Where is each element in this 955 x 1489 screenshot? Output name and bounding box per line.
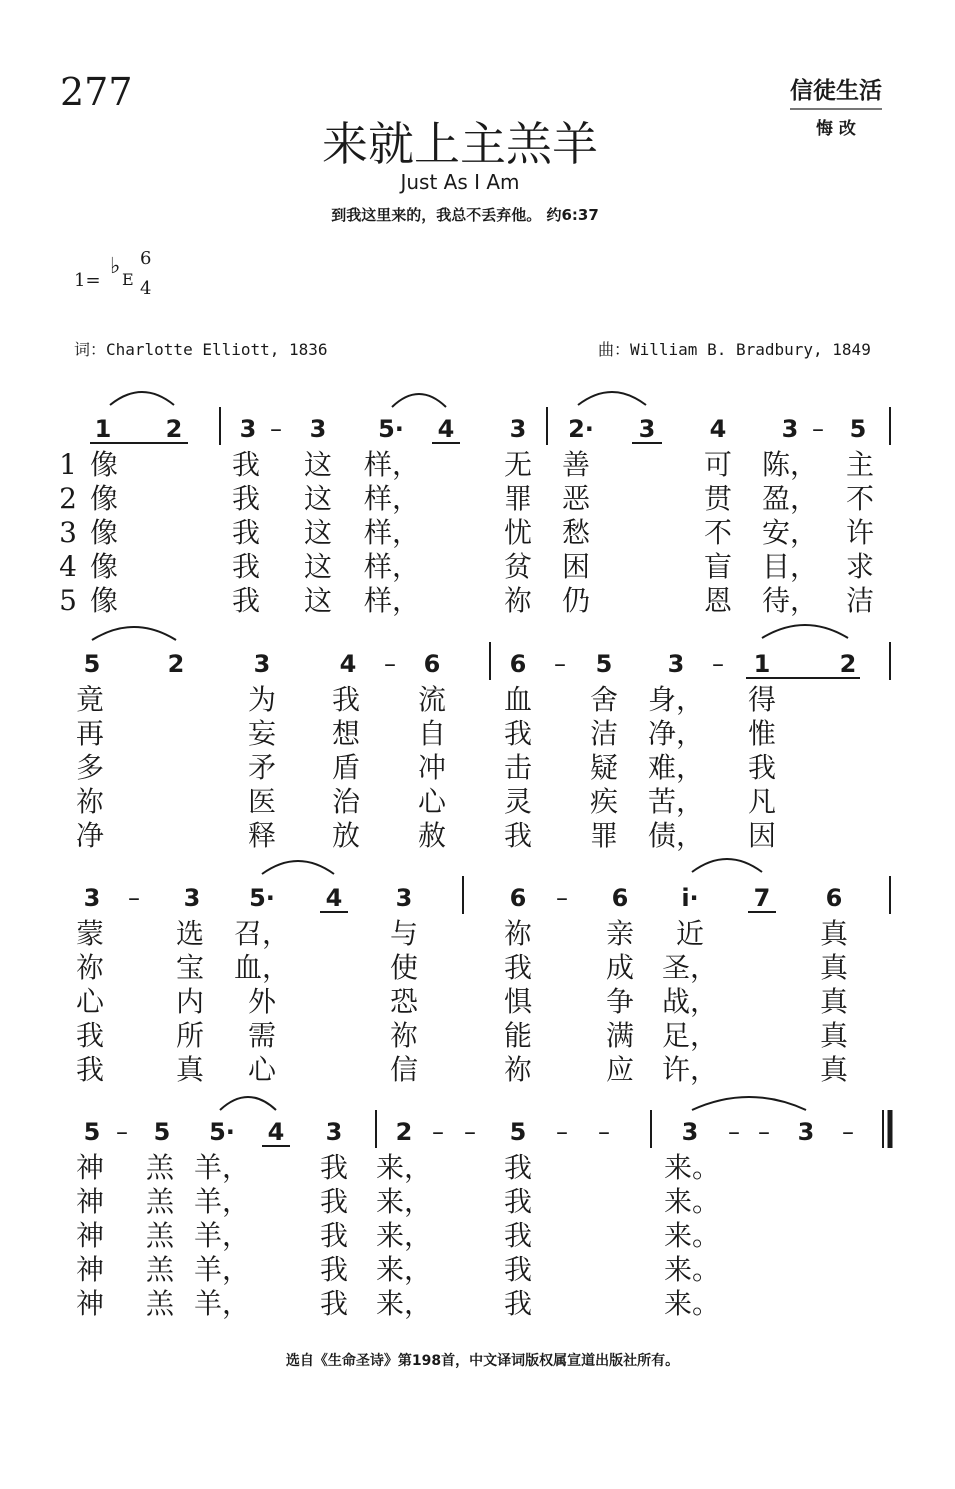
- lyric-word: 再: [75, 717, 105, 750]
- lyric-word: 羔: [145, 1253, 175, 1286]
- source-note: 选自《生命圣诗》第198首，中文译词版权属宣道出版社所有。: [285, 1353, 680, 1369]
- lyric-word: 舍: [589, 683, 619, 716]
- lyric-word: 忧: [503, 516, 533, 549]
- lyric-word: 恐: [389, 985, 419, 1018]
- lyric-word: 战，: [661, 985, 719, 1018]
- lyricist-credit: 词：Charlotte Elliott, 1836: [74, 340, 328, 359]
- jianpu-note: 2: [395, 1118, 413, 1146]
- lyric-word: 来。: [663, 1253, 721, 1286]
- jianpu-note: 5·: [209, 1118, 235, 1146]
- lyric-word: 心: [75, 985, 105, 1018]
- jianpu-note: 5: [153, 1118, 171, 1146]
- lyric-word: 这: [303, 550, 333, 583]
- lyric-word: 来，: [375, 1185, 433, 1218]
- lyric-word: 外: [247, 985, 277, 1018]
- lyric-word: 真: [175, 1053, 205, 1086]
- lyric-word: 我: [503, 717, 533, 750]
- lyric-word: 恩: [703, 584, 733, 617]
- lyric-word: 神: [75, 1151, 105, 1184]
- lyric-word: 样，: [363, 482, 421, 515]
- lyric-word: 盾: [331, 751, 361, 784]
- extension-dash: –: [556, 884, 568, 912]
- lyric-word: 我: [747, 751, 777, 784]
- lyric-word: 羊，: [193, 1219, 251, 1252]
- lyric-word: 羊，: [193, 1253, 251, 1286]
- lyric-word: 流: [417, 683, 447, 716]
- lyric-word: 亲: [605, 917, 635, 950]
- scripture-reference: 到我这里来的，我总不丢弃他。 约6:37: [331, 206, 599, 224]
- jianpu-note: 3: [667, 650, 685, 678]
- lyric-word: 羔: [145, 1219, 175, 1252]
- lyric-word: 恶: [561, 482, 591, 515]
- lyric-word: 神: [75, 1185, 105, 1218]
- slur-arc: [220, 1097, 276, 1110]
- lyric-word: 样，: [363, 584, 421, 617]
- lyric-word: 盲: [703, 550, 733, 583]
- extension-dash: –: [712, 650, 724, 678]
- lyric-word: 难，: [647, 751, 705, 784]
- slur-arc: [92, 627, 176, 640]
- lyric-word: 我: [75, 1053, 105, 1086]
- lyric-word: 真: [819, 1053, 849, 1086]
- lyric-word: 心: [417, 785, 447, 818]
- extension-dash: –: [554, 650, 566, 678]
- lyric-word: 我: [231, 516, 261, 549]
- lyric-word: 困: [561, 550, 591, 583]
- lyric-word: 满: [605, 1019, 635, 1052]
- lyric-word: 安，: [761, 516, 819, 549]
- jianpu-note: 5: [595, 650, 613, 678]
- time-signature-top: 6: [140, 248, 152, 269]
- lyric-word: 我: [503, 1287, 533, 1320]
- lyric-word: 洁: [589, 717, 619, 750]
- lyric-word: 羊，: [193, 1185, 251, 1218]
- jianpu-note: 3: [681, 1118, 699, 1146]
- lyric-word: 像: [89, 516, 119, 549]
- lyric-word: 身，: [647, 683, 705, 716]
- jianpu-note: 5: [509, 1118, 527, 1146]
- jianpu-note: 3: [325, 1118, 343, 1146]
- flat-sign: ♭: [110, 254, 121, 279]
- lyric-word: 神: [75, 1253, 105, 1286]
- jianpu-note: 2: [167, 650, 185, 678]
- lyric-word: 愁: [561, 516, 591, 549]
- lyric-word: 这: [303, 482, 333, 515]
- jianpu-note: 1: [94, 415, 112, 443]
- lyric-word: 与: [389, 917, 419, 950]
- lyric-word: 罪: [503, 482, 533, 515]
- jianpu-note: 4: [267, 1118, 285, 1146]
- lyric-word: 真: [819, 951, 849, 984]
- lyric-word: 祢: [75, 785, 105, 818]
- lyric-word: 得: [747, 683, 777, 716]
- key-tonic: E: [122, 270, 134, 289]
- lyric-word: 目，: [761, 550, 819, 583]
- lyric-word: 祢: [75, 951, 105, 984]
- extension-dash: –: [432, 1118, 444, 1146]
- lyric-word: 真: [819, 985, 849, 1018]
- lyric-word: 我: [503, 951, 533, 984]
- jianpu-note: 6: [509, 884, 527, 912]
- jianpu-note: 2: [165, 415, 183, 443]
- lyric-word: 我: [319, 1253, 349, 1286]
- lyric-word: 这: [303, 448, 333, 481]
- lyric-word: 我: [319, 1219, 349, 1252]
- extension-dash: –: [758, 1118, 770, 1146]
- lyric-word: 召，: [233, 917, 291, 950]
- lyric-word: 我: [231, 448, 261, 481]
- lyric-word: 羔: [145, 1151, 175, 1184]
- lyric-word: 像: [89, 584, 119, 617]
- lyric-word: 我: [319, 1287, 349, 1320]
- lyric-word: 我: [231, 550, 261, 583]
- lyric-word: 净，: [647, 717, 705, 750]
- lyric-word: 治: [331, 785, 361, 818]
- jianpu-note: 3: [83, 884, 101, 912]
- lyric-word: 我: [503, 1253, 533, 1286]
- lyric-word: 惟: [747, 717, 777, 750]
- lyric-word: 来。: [663, 1287, 721, 1320]
- lyric-word: 争: [605, 985, 635, 1018]
- lyric-word: 因: [747, 819, 777, 852]
- lyric-word: 羔: [145, 1185, 175, 1218]
- lyric-word: 祢: [389, 1019, 419, 1052]
- verse-number: 3: [59, 516, 77, 549]
- lyric-word: 样，: [363, 550, 421, 583]
- lyric-word: 心: [247, 1053, 277, 1086]
- lyric-word: 近: [675, 917, 705, 950]
- verse-number: 5: [59, 584, 77, 617]
- lyric-word: 灵: [503, 785, 533, 818]
- category-label: 信徒生活: [790, 72, 882, 110]
- slur-arc: [262, 861, 334, 874]
- lyric-word: 疾: [589, 785, 619, 818]
- lyric-word: 主: [845, 448, 875, 481]
- jianpu-note: 6: [825, 884, 843, 912]
- lyric-word: 羔: [145, 1287, 175, 1320]
- lyric-word: 洁: [845, 584, 875, 617]
- lyric-word: 不: [845, 482, 875, 515]
- jianpu-note: 4: [709, 415, 727, 443]
- lyric-word: 成: [605, 951, 635, 984]
- lyric-word: 凡: [747, 785, 777, 818]
- jianpu-note: i·: [681, 884, 699, 912]
- hymn-title: 来就上主羔羊: [322, 117, 598, 171]
- jianpu-note: 7: [753, 884, 771, 912]
- lyric-word: 来。: [663, 1151, 721, 1184]
- hymn-subtitle: Just As I Am: [400, 170, 520, 194]
- jianpu-note: 6: [611, 884, 629, 912]
- extension-dash: –: [384, 650, 396, 678]
- jianpu-note: 4: [437, 415, 455, 443]
- lyric-word: 为: [247, 683, 277, 716]
- lyric-word: 妄: [247, 717, 277, 750]
- slur-arc: [692, 859, 762, 872]
- extension-dash: –: [842, 1118, 854, 1146]
- lyric-word: 疑: [589, 751, 619, 784]
- lyric-word: 自: [417, 717, 447, 750]
- hymn-number: 277: [60, 70, 133, 114]
- lyric-word: 羊，: [193, 1151, 251, 1184]
- lyric-word: 神: [75, 1287, 105, 1320]
- jianpu-note: 4: [339, 650, 357, 678]
- lyric-word: 我: [503, 1219, 533, 1252]
- extension-dash: –: [598, 1118, 610, 1146]
- jianpu-note: 3: [638, 415, 656, 443]
- lyric-word: 像: [89, 550, 119, 583]
- slur-arc: [762, 625, 848, 638]
- jianpu-note: 5·: [378, 415, 404, 443]
- slur-arc: [110, 392, 174, 405]
- slur-arc: [392, 394, 446, 407]
- lyric-word: 冲: [417, 751, 447, 784]
- lyric-word: 需: [247, 1019, 277, 1052]
- lyric-word: 我: [75, 1019, 105, 1052]
- lyric-word: 想: [331, 717, 361, 750]
- jianpu-note: 3: [183, 884, 201, 912]
- jianpu-note: 2·: [568, 415, 594, 443]
- jianpu-note: 5: [849, 415, 867, 443]
- lyric-word: 羊，: [193, 1287, 251, 1320]
- lyric-word: 信: [389, 1053, 419, 1086]
- jianpu-note: 3: [509, 415, 527, 443]
- extension-dash: –: [464, 1118, 476, 1146]
- lyric-word: 贯: [703, 482, 733, 515]
- lyric-word: 善: [561, 448, 591, 481]
- extension-dash: –: [812, 415, 824, 443]
- lyric-word: 样，: [363, 516, 421, 549]
- key-prefix: 1=: [74, 270, 101, 291]
- lyric-word: 多: [75, 751, 105, 784]
- lyric-word: 不: [703, 516, 733, 549]
- lyric-word: 真: [819, 1019, 849, 1052]
- lyric-word: 真: [819, 917, 849, 950]
- lyric-word: 仍: [561, 584, 591, 617]
- lyric-word: 祢: [503, 1053, 533, 1086]
- extension-dash: –: [728, 1118, 740, 1146]
- jianpu-note: 3: [309, 415, 327, 443]
- jianpu-note: 5: [83, 1118, 101, 1146]
- extension-dash: –: [128, 884, 140, 912]
- lyric-word: 惧: [503, 985, 533, 1018]
- lyric-word: 应: [605, 1053, 635, 1086]
- extension-dash: –: [270, 415, 282, 443]
- lyric-word: 贫: [503, 550, 533, 583]
- lyric-word: 苦，: [647, 785, 705, 818]
- slur-arc: [578, 392, 646, 405]
- lyric-word: 样，: [363, 448, 421, 481]
- lyric-word: 求: [845, 550, 875, 583]
- lyric-word: 放: [331, 819, 361, 852]
- lyric-word: 待，: [761, 584, 819, 617]
- lyric-word: 无: [503, 448, 533, 481]
- lyric-word: 使: [389, 951, 419, 984]
- jianpu-note: 6: [509, 650, 527, 678]
- lyric-word: 像: [89, 448, 119, 481]
- lyric-word: 债，: [647, 819, 705, 852]
- lyric-word: 赦: [417, 819, 447, 852]
- extension-dash: –: [556, 1118, 568, 1146]
- lyric-word: 来。: [663, 1185, 721, 1218]
- lyric-word: 这: [303, 516, 333, 549]
- jianpu-note: 3: [797, 1118, 815, 1146]
- lyric-word: 我: [319, 1185, 349, 1218]
- verse-number: 1: [59, 448, 77, 481]
- subcategory-label: 悔 改: [816, 119, 856, 139]
- jianpu-note: 5: [83, 650, 101, 678]
- jianpu-note: 1: [753, 650, 771, 678]
- jianpu-note: 3: [253, 650, 271, 678]
- lyric-word: 医: [247, 785, 277, 818]
- lyric-word: 我: [503, 1151, 533, 1184]
- lyric-word: 我: [231, 482, 261, 515]
- lyric-word: 击: [503, 751, 533, 784]
- lyric-word: 足，: [661, 1019, 719, 1052]
- jianpu-note: 6: [423, 650, 441, 678]
- verse-number: 2: [59, 482, 77, 515]
- lyric-word: 神: [75, 1219, 105, 1252]
- lyric-word: 竟: [75, 683, 105, 716]
- lyric-word: 血，: [233, 951, 291, 984]
- jianpu-note: 2: [839, 650, 857, 678]
- jianpu-note: 4: [325, 884, 343, 912]
- composer-credit: 曲：William B. Bradbury, 1849: [598, 340, 871, 359]
- lyric-word: 罪: [589, 819, 619, 852]
- lyric-word: 我: [331, 683, 361, 716]
- lyric-word: 净: [75, 819, 105, 852]
- jianpu-note: 5·: [249, 884, 275, 912]
- time-signature-bottom: 4: [140, 278, 152, 299]
- lyric-word: 像: [89, 482, 119, 515]
- slur-arc: [692, 1097, 806, 1110]
- lyric-word: 来，: [375, 1219, 433, 1252]
- lyric-word: 来，: [375, 1287, 433, 1320]
- lyric-word: 我: [231, 584, 261, 617]
- lyric-word: 释: [247, 819, 277, 852]
- lyric-word: 圣，: [661, 951, 719, 984]
- lyric-word: 所: [175, 1019, 205, 1052]
- lyric-word: 矛: [247, 751, 277, 784]
- lyric-word: 可: [703, 448, 733, 481]
- lyric-word: 我: [503, 819, 533, 852]
- lyric-word: 我: [503, 1185, 533, 1218]
- lyric-word: 蒙: [75, 917, 105, 950]
- lyric-word: 来，: [375, 1253, 433, 1286]
- lyric-word: 我: [319, 1151, 349, 1184]
- jianpu-note: 3: [239, 415, 257, 443]
- extension-dash: –: [116, 1118, 128, 1146]
- lyric-word: 内: [175, 985, 205, 1018]
- lyric-word: 祢: [503, 917, 533, 950]
- lyric-word: 来。: [663, 1219, 721, 1252]
- lyric-word: 祢: [503, 584, 533, 617]
- lyric-word: 许: [845, 516, 875, 549]
- lyric-word: 许，: [661, 1053, 719, 1086]
- lyric-word: 陈，: [761, 448, 819, 481]
- jianpu-note: 3: [781, 415, 799, 443]
- verse-number: 4: [59, 550, 77, 583]
- lyric-word: 盈，: [761, 482, 819, 515]
- jianpu-note: 3: [395, 884, 413, 912]
- lyric-word: 能: [503, 1019, 533, 1052]
- lyric-word: 选: [175, 917, 205, 950]
- lyric-word: 宝: [175, 951, 205, 984]
- lyric-word: 这: [303, 584, 333, 617]
- lyric-word: 来，: [375, 1151, 433, 1184]
- lyric-word: 血: [503, 683, 533, 716]
